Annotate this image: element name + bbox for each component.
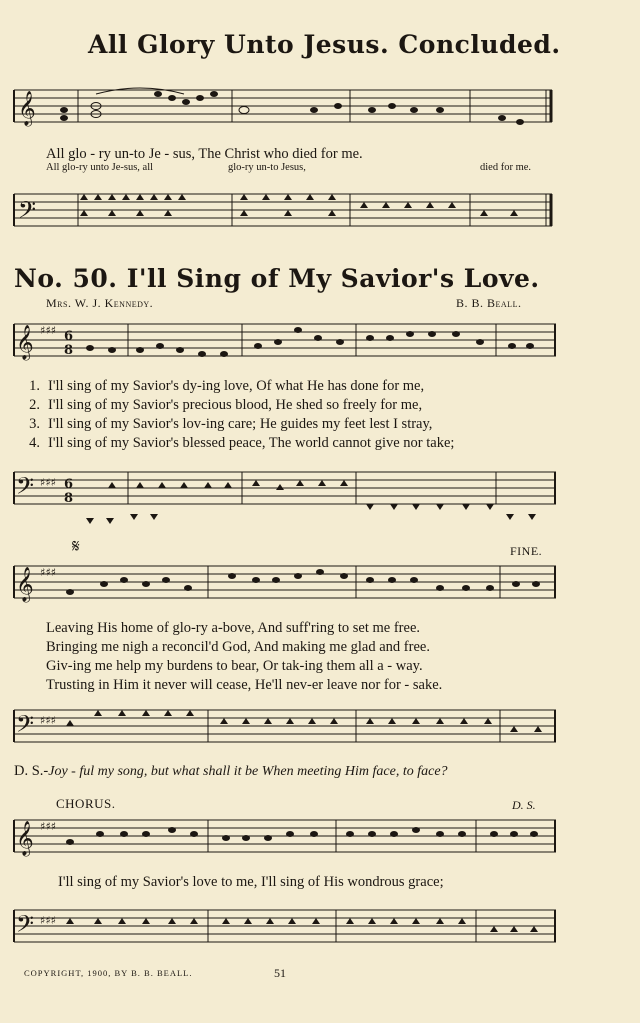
verse-line: Giv-ing me help my burdens to bear, Or tak-ing them all a - way. [46,658,423,674]
svg-text:𝄞: 𝄞 [16,821,34,856]
svg-text:𝄢: 𝄢 [16,472,35,505]
svg-text:6: 6 [64,477,74,492]
music-staff-4 [0,464,640,534]
verse-number: 2. [29,397,40,413]
music-staff-3 [0,316,640,374]
verses-block-2 [46,620,442,696]
page-number: 51 [274,966,286,980]
lyric-alt-left: All glo-ry unto Je-sus, all [46,162,154,173]
staff-bass-2 [0,464,640,534]
staff-treble-4 [0,812,640,868]
verses-block-1 [14,378,614,454]
svg-text:𝄢: 𝄢 [16,910,35,943]
svg-text:♯♯♯: ♯♯♯ [40,714,56,727]
svg-text:8: 8 [64,491,74,506]
verse-number: 3. [29,416,40,432]
staff-treble-2 [0,316,640,374]
svg-text:♯♯♯: ♯♯♯ [40,476,56,489]
verse-line: Trusting in Him it never will cease, He'll nev-er leave nor for - sake. [46,677,443,693]
music-staff-7 [0,812,640,868]
verse-line: Bringing me nigh a reconcil'd God, And making me glad and free. [46,639,430,655]
staff-bass-4 [0,902,640,960]
segno-symbol: 𝄋 [72,536,80,556]
music-staff-2 [0,186,640,242]
svg-text:𝄢: 𝄢 [18,196,37,229]
composer-credit: B. B. Beall. [456,296,522,310]
verse-text: I'll sing of my Savior's blessed peace, The world cannot give nor take; [48,435,455,451]
verse-number: 1. [29,378,40,394]
verse-row [14,416,614,435]
fine-marker: FINE. [510,544,543,558]
chorus-ds-marker: D. S. [512,798,536,812]
svg-text:♯♯♯: ♯♯♯ [40,914,56,927]
chorus-label: CHORUS. [56,796,116,811]
lyric-alt-right: died for me. [480,162,532,173]
hymn-title-concluded: All Glory Unto Jesus. Concluded. [88,30,561,59]
verse-text: I'll sing of my Savior's lov-ing care; He guides my feet lest I stray, [48,416,433,432]
verse-number: 4. [29,435,40,451]
staff-treble-1 [0,84,640,132]
staff-treble-3 [0,558,640,614]
copyright-notice: COPYRIGHT, 1900, BY B. B. BEALL. [24,968,193,978]
verse-row [14,397,614,416]
chorus-lyric: I'll sing of my Savior's love to me, I'll sing of His wondrous grace; [58,874,444,890]
lyric-alt-mid: glo-ry un-to Jesus, [228,162,306,173]
ds-text: Joy - ful my song, but what shall it be When meeting Him face, to face? [48,764,448,779]
staff-bass-1 [0,186,640,242]
music-staff-8 [0,902,640,960]
staff-bass-3 [0,702,640,756]
verse-row [14,435,614,454]
verse-text: I'll sing of my Savior's precious blood, He shed so freely for me, [48,397,423,413]
svg-text:𝄞: 𝄞 [18,91,36,126]
svg-text:♯♯♯: ♯♯♯ [40,566,56,579]
hymn-title-no-50: No. 50. I'll Sing of My Savior's Love. [14,264,540,293]
author-credit: Mrs. W. J. Kennedy. [46,296,154,310]
svg-text:𝄞: 𝄞 [16,567,34,602]
svg-text:8: 8 [64,343,74,358]
verse-line: Leaving His home of glo-ry a-bove, And suff'ring to set me free. [46,620,421,636]
ds-prefix: D. S.- [14,763,49,779]
svg-text:♯♯♯: ♯♯♯ [40,324,56,337]
svg-text:6: 6 [64,329,74,344]
verse-row [14,378,614,397]
music-staff-1 [0,84,640,132]
verse-text: I'll sing of my Savior's dy-ing love, Of what He has done for me, [48,378,425,394]
svg-text:♯♯♯: ♯♯♯ [40,820,56,833]
lyric-line-main: All glo - ry un-to Je - sus, The Christ who died for me. [46,146,363,162]
svg-text:𝄢: 𝄢 [16,710,35,743]
music-staff-6 [0,702,640,756]
music-staff-5 [0,558,640,614]
svg-text:𝄞: 𝄞 [16,325,34,360]
ds-line [14,762,448,780]
